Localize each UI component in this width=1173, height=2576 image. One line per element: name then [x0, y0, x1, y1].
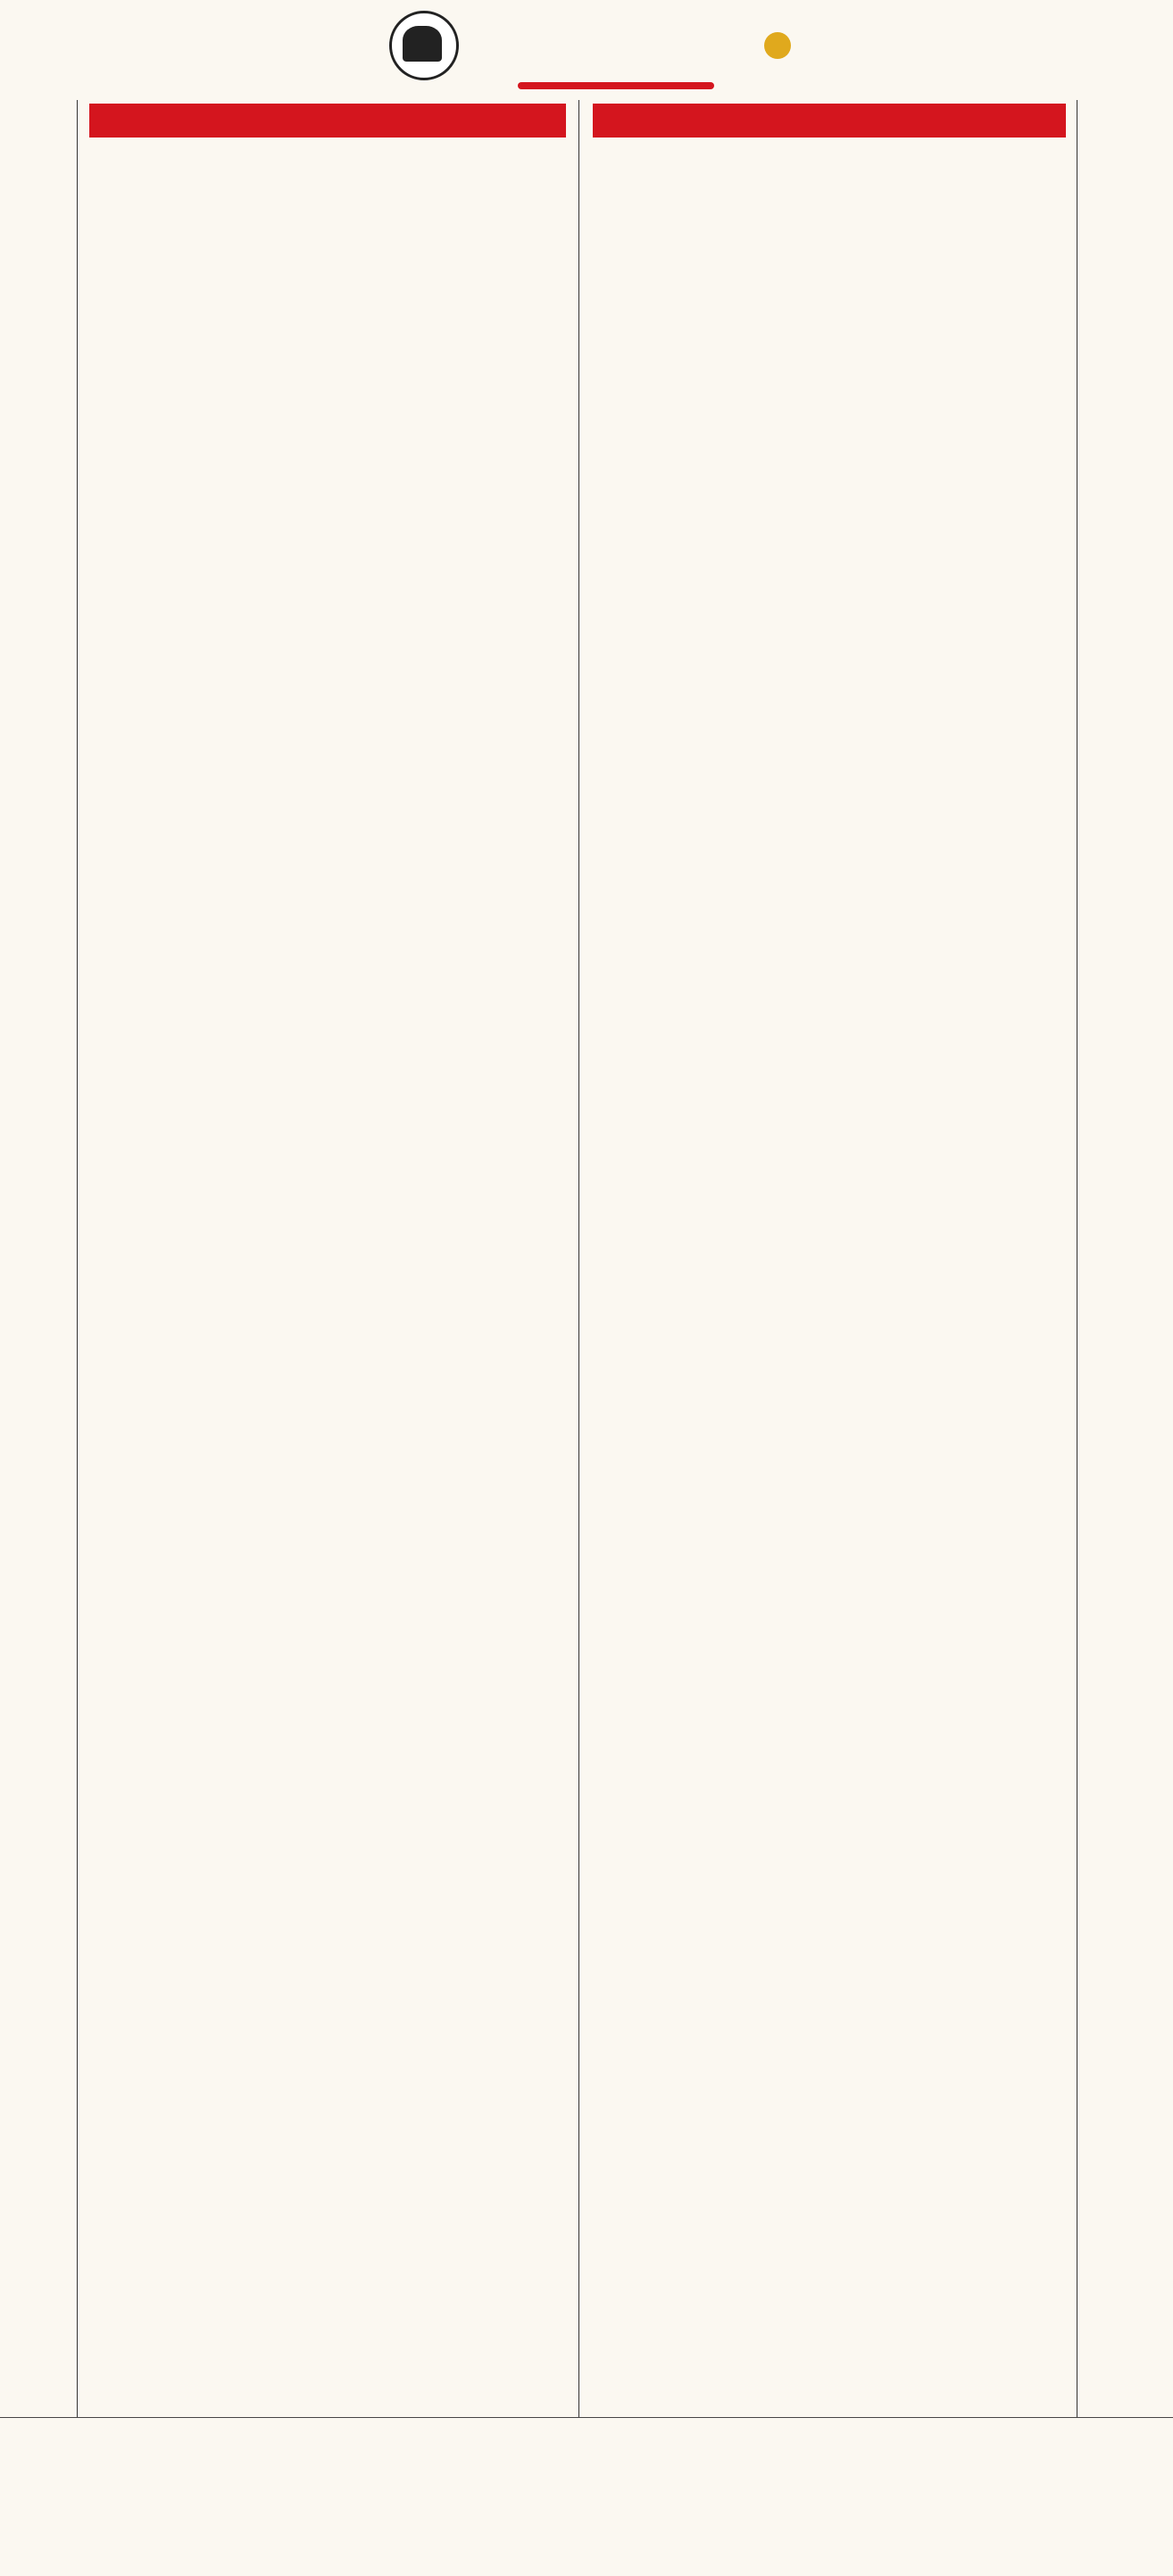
page-bottom-rule	[0, 2417, 1173, 2418]
section-band-muthanampalayam	[89, 104, 566, 138]
anniversary-badge-icon	[764, 32, 791, 59]
left-clipped-column	[0, 100, 75, 2417]
column-rule	[578, 100, 579, 2417]
emblem-icon	[389, 11, 459, 80]
logo-subtitle-bar	[518, 82, 714, 89]
murasoli-logo[interactable]	[384, 5, 794, 95]
column-rule	[77, 100, 78, 2417]
right-clipped-column	[1082, 100, 1173, 2417]
column-andipalayam	[593, 100, 1066, 2417]
section-band-andipalayam	[593, 104, 1066, 138]
masthead	[0, 0, 1173, 100]
column-muthanampalayam	[89, 100, 566, 2417]
